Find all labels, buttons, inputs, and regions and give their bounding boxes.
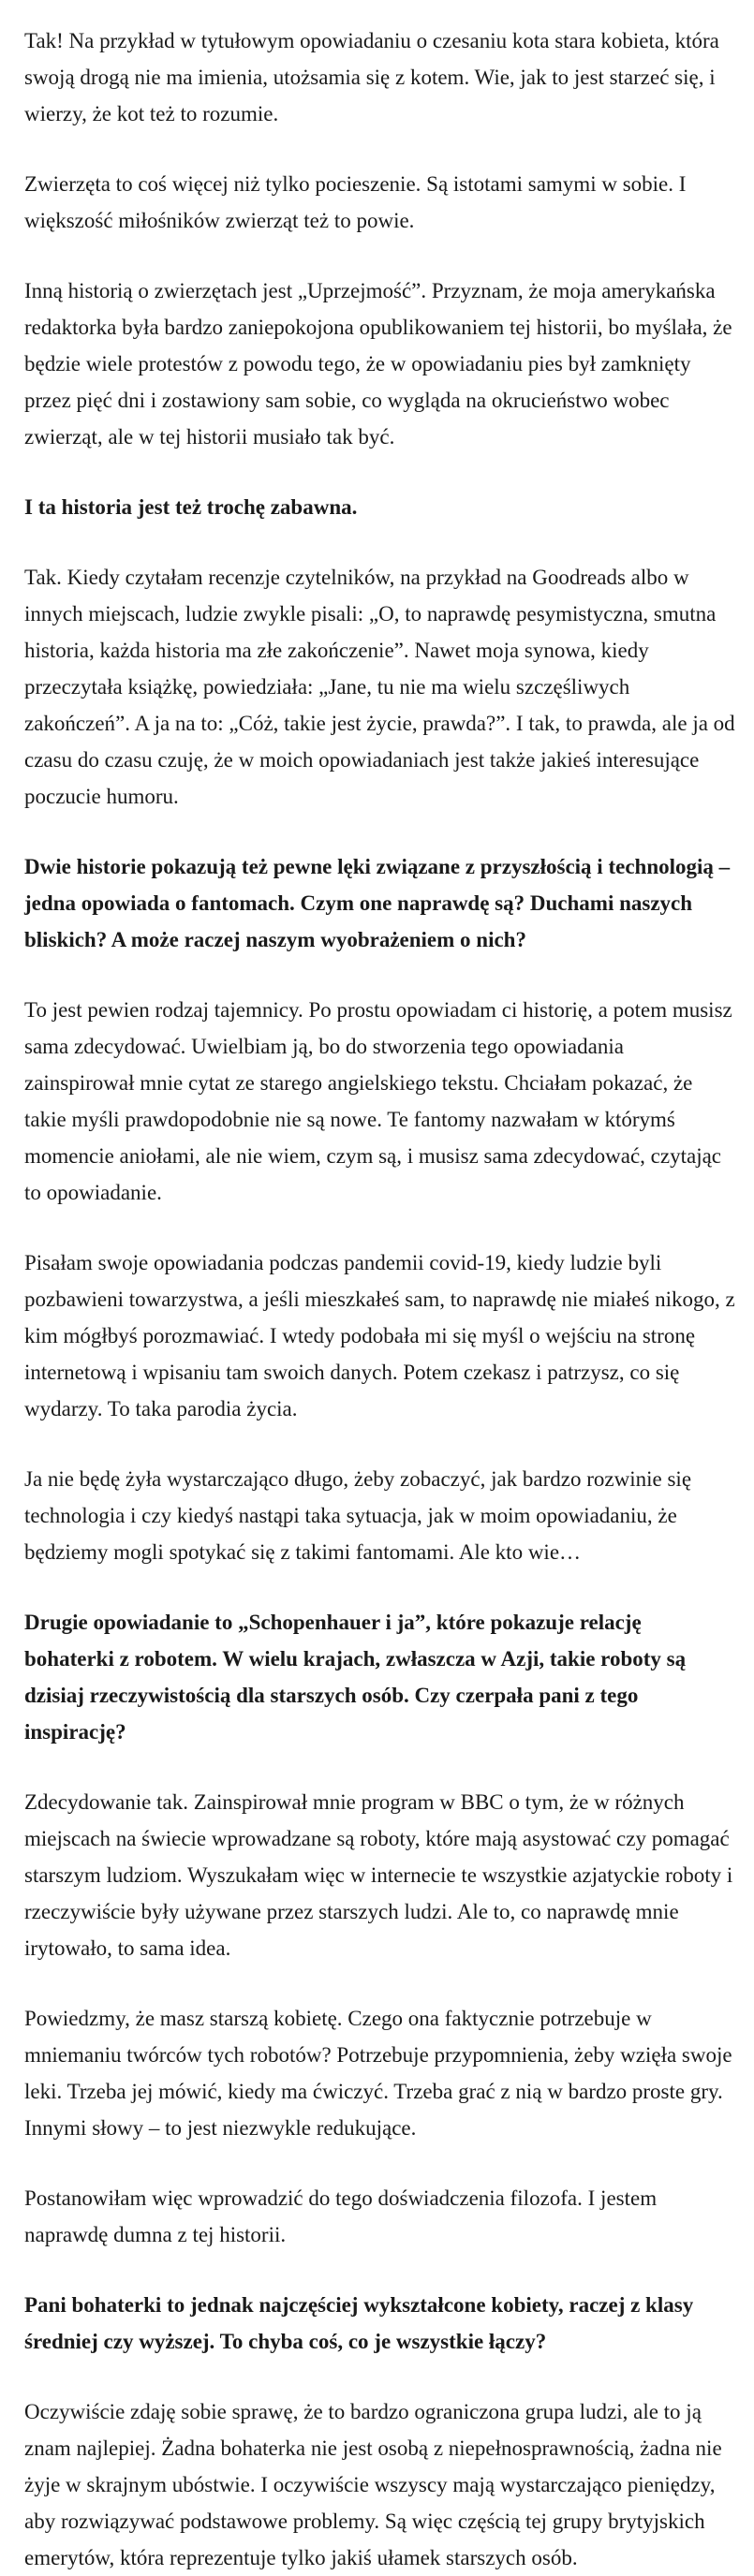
question-paragraph: Dwie historie pokazują też pewne lęki związane z przyszłością i technologią – jedna opowiada o fantomach. Czym one naprawdę są? Duchami naszych bliskich? A może raczej naszym wyobrażeniem o nich?	[24, 855, 731, 951]
answer-paragraph: Oczywiście zdaję sobie sprawę, że to bardzo ograniczona grupa ludzi, ale to ją znam najlepiej. Żadna bohaterka nie jest osobą z niepełnosprawnością, żadna nie żyje w skrajnym ubóstwie. I oczywiście wszyscy mają wystarczająco pieniędzy, aby rozwiązywać podstawowe problemy. Są więc częścią tej grupy brytyjskich emerytów, która reprezentuje tylko jakiś ułamek starszych osób.	[24, 2400, 722, 2569]
answer-paragraph: Postanowiłam więc wprowadzić do tego doświadczenia filozofa. I jestem naprawdę dumna z tej historii.	[24, 2186, 658, 2246]
answer-paragraph: Tak! Na przykład w tytułowym opowiadaniu o czesaniu kota stara kobieta, która swoją drogą nie ma imienia, utożsamia się z kotem. Wie, jak to jest starzeć się, i wierzy, że kot też to rozumie.	[24, 29, 719, 125]
answer-paragraph: Powiedzmy, że masz starszą kobietę. Czego ona faktycznie potrzebuje w mniemaniu twórców tych robotów? Potrzebuje przypomnienia, żeby wzięła swoje leki. Trzeba jej mówić, kiedy ma ćwiczyć. Trzeba grać z nią w bardzo proste gry. Innymi słowy – to jest niezwykle redukujące.	[24, 2007, 732, 2140]
answer-paragraph: Tak. Kiedy czytałam recenzje czytelników, na przykład na Goodreads albo w innych miejscach, ludzie zwykle pisali: „O, to naprawdę pesymistyczna, smutna historia, każda historia ma złe zakończenie”. Nawet moja synowa, kiedy przeczytała książkę, powiedziała: „Jane, tu nie ma wielu szczęśliwych zakończeń”. A ja na to: „Cóż, takie jest życie, prawda?”. I tak, to prawda, ale ja od czasu do czasu czuję, że w moich opowiadaniach jest także jakieś interesujące poczucie humoru.	[24, 566, 735, 808]
answer-paragraph: Zwierzęta to coś więcej niż tylko pocieszenie. Są istotami samymi w sobie. I większość miłośników zwierząt też to powie.	[24, 172, 687, 232]
answer-paragraph: To jest pewien rodzaj tajemnicy. Po prostu opowiadam ci historię, a potem musisz sama zdecydować. Uwielbiam ją, bo do stworzenia tego opowiadania zainspirował mnie cytat ze starego angielskiego tekstu. Chciałam pokazać, że takie myśli prawdopodobnie nie są nowe. Te fantomy nazwałam w którymś momencie aniołami, ale nie wiem, czym są, i musisz sama zdecydować, czytając to opowiadanie.	[24, 998, 732, 1204]
question-paragraph: Drugie opowiadanie to „Schopenhauer i ja”, które pokazuje relację bohaterki z robotem. W wielu krajach, zwłaszcza w Azji, takie roboty są dzisiaj rzeczywistością dla starszych osób. Czy czerpała pani z tego inspirację?	[24, 1611, 687, 1744]
answer-paragraph: Inną historią o zwierzętach jest „Uprzejmość”. Przyznam, że moja amerykańska redaktorka była bardzo zaniepokojona opublikowaniem tej historii, bo myślała, że będzie wiele protestów z powodu tego, że w opowiadaniu pies był zamknięty przez pięć dni i zostawiony sam sobie, co wygląda na okrucieństwo wobec zwierząt, ale w tej historii musiało tak być.	[24, 279, 732, 449]
answer-paragraph: Pisałam swoje opowiadania podczas pandemii covid-19, kiedy ludzie byli pozbawieni towarzystwa, a jeśli mieszkałeś sam, to naprawdę nie miałeś nikogo, z kim mógłbyś porozmawiać. I wtedy podobała mi się myśl o wejściu na stronę internetową i wpisaniu tam swoich danych. Potem czekasz i patrzysz, co się wydarzy. To taka parodia życia.	[24, 1251, 735, 1420]
question-paragraph: Pani bohaterki to jednak najczęściej wykształcone kobiety, raczej z klasy średniej czy wyższej. To chyba coś, co je wszystkie łączy?	[24, 2293, 694, 2353]
answer-paragraph: Zdecydowanie tak. Zainspirował mnie program w BBC o tym, że w różnych miejscach na świecie wprowadzane są roboty, które mają asystować czy pomagać starszym ludziom. Wyszukałam więc w internecie te wszystkie azjatyckie roboty i rzeczywiście były używane przez starszych ludzi. Ale to, co naprawdę mnie irytowało, to sama idea.	[24, 1790, 733, 1960]
question-paragraph: I ta historia jest też trochę zabawna.	[24, 495, 358, 519]
answer-paragraph: Ja nie będę żyła wystarczająco długo, żeby zobaczyć, jak bardzo rozwinie się technologia i czy kiedyś nastąpi taka sytuacja, jak w moim opowiadaniu, że będziemy mogli spotykać się z takimi fantomami. Ale kto wie…	[24, 1467, 692, 1564]
